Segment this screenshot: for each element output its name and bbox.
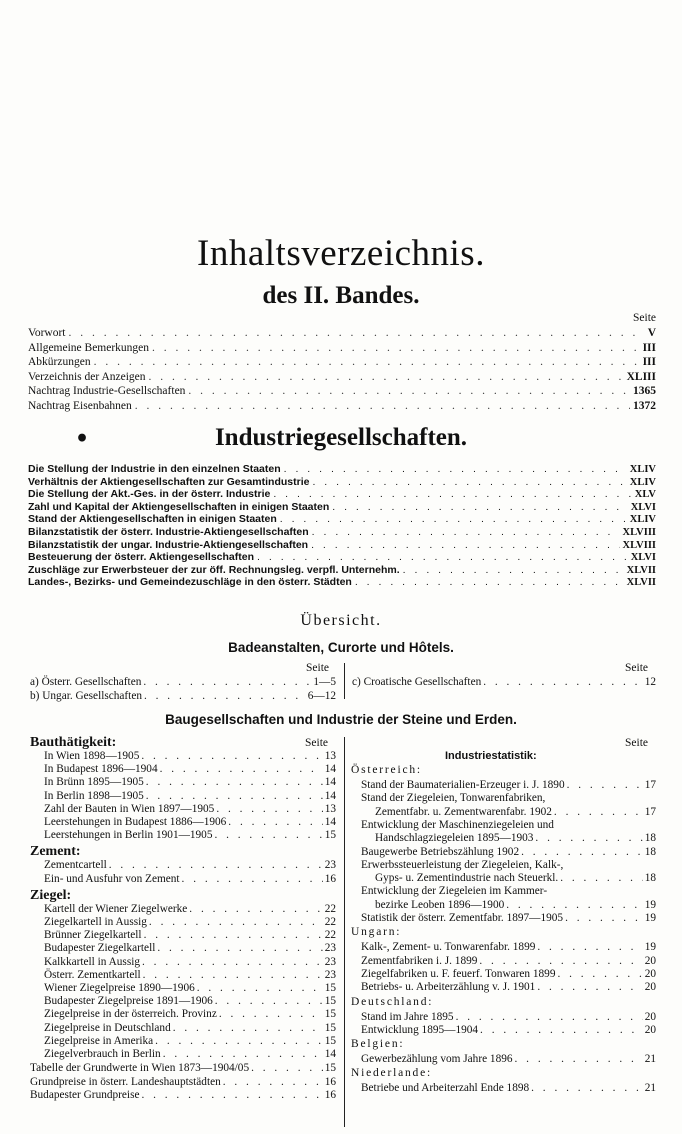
entry-label: bezirke Leoben 1896—1900: [375, 898, 505, 911]
entry-label: b) Ungar. Gesellschaften: [30, 690, 142, 702]
leader-dots: [143, 676, 311, 690]
entry-label: c) Croatische Gesellschaften: [352, 676, 482, 688]
entry-page: 6—12: [307, 690, 336, 702]
entry-label: Entwicklung der Maschinenziegeleien und: [361, 818, 554, 831]
country-heading: Belgien:: [351, 1038, 405, 1051]
industry-entry: [28, 501, 656, 514]
stat-entry: [361, 872, 656, 886]
bau-entry: [44, 942, 336, 956]
entry-page: V: [647, 327, 656, 339]
stat-entry: [361, 912, 656, 926]
bau-entry: [44, 995, 336, 1009]
bau-entry: [44, 776, 336, 790]
bau-entry: [44, 1035, 336, 1049]
leader-dots: [456, 1011, 643, 1025]
stat-entry: [361, 1024, 656, 1038]
entry-label: Nachtrag Industrie-Gesellschaften: [28, 385, 186, 398]
entry-page: 20: [644, 954, 656, 967]
stat-entry: [361, 846, 656, 860]
bau-entry: [44, 982, 336, 996]
industry-entry: [28, 463, 656, 476]
entry-page: 14: [324, 776, 336, 789]
bau-entry: [44, 873, 336, 887]
entry-label: Zementfabriken i. J. 1899: [361, 954, 478, 967]
stat-entry: [361, 1011, 656, 1025]
entry-label: Die Stellung der Industrie in den einzelnen Staaten: [28, 463, 281, 475]
toc-entry: [28, 341, 656, 355]
stat-entry: [361, 899, 656, 913]
bau-divider: [344, 737, 345, 1127]
leader-dots: [535, 832, 642, 846]
entry-page: III: [642, 341, 656, 354]
leader-dots: [480, 1024, 643, 1038]
entry-page: 15: [324, 1062, 336, 1075]
entry-label: Österr. Zementkartell: [44, 968, 141, 981]
entry-page: XLVI: [630, 501, 656, 513]
entry-page: XLIV: [629, 514, 656, 526]
leader-dots: [483, 676, 642, 690]
bau-entry: [44, 816, 336, 830]
page-title: Inhaltsverzeichnis.: [197, 233, 485, 274]
leader-dots: [144, 929, 323, 943]
entry-label: Stand der Aktiengesellschaften in einigen Staaten: [28, 513, 277, 526]
entry-label: Kalkkartell in Aussig: [44, 955, 141, 968]
leader-dots: [515, 1053, 643, 1067]
stat-entry: [361, 779, 656, 793]
leader-dots: [68, 326, 644, 340]
leader-dots: [163, 1048, 323, 1062]
leader-dots: [142, 956, 323, 970]
entry-page: 21: [644, 1053, 656, 1066]
entry-label: Zementfabr. u. Zementwarenfabr. 1902: [375, 805, 552, 818]
entry-page: 14: [324, 1048, 336, 1060]
entry-label: Kalk-, Zement- u. Tonwarenfabr. 1899: [361, 941, 536, 954]
stat-entry: [361, 1082, 656, 1096]
entry-page: 21: [644, 1082, 656, 1095]
entry-page: XLVI: [630, 552, 656, 564]
bau-seite-left: Seite: [305, 737, 328, 749]
leader-dots: [311, 539, 619, 552]
leader-dots: [197, 982, 323, 996]
entry-label: Bilanzstatistik der ungar. Industrie-Aktiengesellschaften: [28, 538, 309, 551]
industry-entry: [28, 513, 656, 526]
entry-label: In Budapest 1896—1904: [44, 763, 158, 776]
entry-label: Entwicklung 1895—1904: [361, 1023, 479, 1036]
entry-page: 13: [324, 750, 336, 762]
entry-page: 20: [644, 1010, 656, 1023]
leader-dots: [355, 576, 624, 589]
entry-page: 18: [644, 872, 656, 885]
entry-label: Besteuerung der österr. Aktiengesellschaften: [28, 551, 255, 564]
entry-page: 22: [324, 929, 336, 942]
toc-entry: [28, 399, 656, 413]
industriestatistik-title: Industriestatistik:: [445, 750, 537, 762]
entry-label: Erwerbssteuerleistung der Ziegeleien, Kalk-,: [361, 858, 564, 871]
bau-entry: [44, 1022, 336, 1036]
leader-dots: [146, 776, 323, 790]
bau-entry: [44, 916, 336, 930]
bau-entry: [44, 1008, 336, 1022]
entry-page: XLVIII: [622, 527, 656, 538]
bau-entry: [44, 829, 336, 843]
leader-dots: [537, 941, 642, 955]
entry-label: Handschlagziegeleien 1895—1903: [375, 832, 534, 845]
bau-entry: [30, 1076, 336, 1090]
entry-page: 15: [324, 1021, 336, 1034]
entry-page: 12: [644, 676, 656, 688]
entry-label: Budapester Grundpreise: [30, 1089, 140, 1102]
entry-label: Entwicklung der Ziegeleien im Kammer-: [361, 885, 548, 898]
entry-page: XLIV: [629, 464, 656, 475]
entry-page: 15: [324, 829, 336, 842]
bau-entry: [44, 903, 336, 917]
entry-label: Verhältnis der Aktiengesellschaften zur Gesamtindustrie: [28, 475, 310, 488]
bade-divider: [344, 663, 345, 699]
leader-dots: [94, 355, 640, 369]
entry-label: Stand im Jahre 1895: [361, 1010, 454, 1023]
entry-page: 22: [324, 916, 336, 928]
leader-dots: [560, 872, 642, 886]
leader-dots: [554, 806, 643, 820]
leader-dots: [273, 488, 631, 501]
entry-page: 15: [324, 982, 336, 994]
industry-entry: [28, 476, 656, 489]
stat-entry: [361, 819, 656, 833]
entry-page: 15: [324, 1008, 336, 1021]
bau-entry: [30, 1062, 336, 1076]
seite-label: Seite: [633, 312, 656, 324]
entry-page: 20: [644, 1023, 656, 1036]
bade-heading: Badeanstalten, Curorte und Hôtels.: [228, 640, 454, 655]
leader-dots: [284, 463, 627, 476]
entry-page: 19: [644, 912, 656, 924]
leader-dots: [479, 955, 642, 969]
entry-label: Ziegelkartell in Aussig: [44, 916, 147, 928]
entry-label: Kartell der Wiener Ziegelwerke: [44, 902, 188, 915]
entry-label: Nachtrag Eisenbahnen: [28, 400, 132, 412]
entry-label: Landes-, Bezirks- und Gemeindezuschläge in den österr. Städten: [28, 576, 352, 589]
bau-entry: [30, 1089, 336, 1103]
entry-page: 22: [324, 902, 336, 915]
entry-page: 13: [324, 802, 336, 815]
entry-label: Betriebe und Arbeiterzahl Ende 1898: [361, 1082, 530, 1095]
entry-label: Budapester Ziegelkartell: [44, 942, 156, 955]
industry-entry: [28, 564, 656, 577]
stat-entry: [361, 885, 656, 899]
entry-label: In Wien 1898—1905: [44, 750, 140, 762]
country-heading: Niederlande:: [351, 1067, 432, 1080]
entry-page: XLIV: [629, 476, 656, 488]
entry-page: 23: [324, 955, 336, 968]
leader-dots: [521, 846, 643, 860]
country-heading: Deutschland:: [351, 995, 434, 1008]
leader-dots: [257, 551, 628, 564]
stat-entry: [361, 806, 656, 820]
stat-entry: [361, 941, 656, 955]
toc-entry: [28, 370, 656, 384]
entry-page: 17: [644, 805, 656, 818]
leader-dots: [219, 1008, 323, 1022]
section-title: Industriegesellschaften.: [214, 424, 468, 451]
entry-label: Zuschläge zur Erwerbsteuer der zur öff. Rechnungsleg. verpfl. Unternehm.: [28, 563, 400, 576]
leader-dots: [155, 1035, 323, 1049]
leader-dots: [332, 501, 627, 514]
entry-page: 23: [324, 859, 336, 872]
entry-label: Gyps- u. Zementindustrie nach Steuerkl.: [375, 872, 559, 885]
leader-dots: [143, 969, 323, 983]
entry-page: 15: [324, 995, 336, 1008]
entry-page: 20: [644, 981, 656, 994]
entry-label: Ziegelverbrauch in Berlin: [44, 1048, 161, 1060]
leader-dots: [251, 1062, 323, 1076]
bade-entry: [30, 690, 336, 704]
entry-label: Stand der Baumaterialien-Erzeuger i. J. 1890: [361, 779, 565, 791]
entry-page: XLIII: [626, 370, 656, 383]
leader-dots: [109, 859, 323, 873]
stat-entry: [361, 1053, 656, 1067]
entry-label: Grundpreise in österr. Landeshauptstädten: [30, 1075, 221, 1088]
bade-seite-right: Seite: [625, 662, 648, 674]
leader-dots: [567, 779, 643, 793]
bade-seite-left: Seite: [306, 662, 329, 674]
industry-entry: [28, 576, 656, 589]
country-heading: Österreich:: [351, 764, 422, 776]
bade-entry: [30, 676, 336, 690]
entry-page: 14: [324, 816, 336, 828]
industry-entry: [28, 526, 656, 539]
leader-dots: [565, 912, 643, 926]
entry-label: In Berlin 1898—1905: [44, 789, 144, 802]
page-subtitle: des II. Bandes.: [262, 282, 420, 309]
bau-entry: [44, 1048, 336, 1062]
toc-entry: [28, 384, 656, 398]
entry-label: Statistik der österr. Zementfabr. 1897—1905: [361, 912, 564, 924]
bau-entry: [44, 929, 336, 943]
toc-entry: [28, 326, 656, 340]
entry-page: 14: [324, 789, 336, 802]
entry-label: Die Stellung der Akt.-Ges. in der österr. Industrie: [28, 488, 271, 501]
entry-page: 17: [644, 779, 656, 791]
leader-dots: [149, 370, 624, 384]
entry-label: Wiener Ziegelpreise 1890—1906: [44, 982, 195, 994]
leader-dots: [403, 564, 624, 577]
leader-dots: [144, 690, 306, 704]
group-title: Zement:: [30, 844, 81, 860]
section-bullet: •: [75, 426, 90, 452]
entry-label: Tabelle der Grundwerte in Wien 1873—1904/05: [30, 1062, 250, 1075]
entry-page: 1—5: [313, 676, 336, 688]
entry-label: Allgemeine Bemerkungen: [28, 341, 150, 354]
entry-page: 19: [644, 898, 656, 911]
leader-dots: [152, 341, 640, 355]
bau-entry: [44, 859, 336, 873]
entry-label: Betriebs- u. Arbeiterzählung v. J. 1901: [361, 981, 536, 994]
leader-dots: [146, 790, 323, 804]
entry-label: Zahl der Bauten in Wien 1897—1905: [44, 802, 215, 815]
bau-entry: [44, 803, 336, 817]
entry-label: Ziegelpreise in Amerika: [44, 1034, 154, 1047]
uebersicht-heading: Übersicht.: [300, 612, 382, 629]
entry-page: XLV: [634, 489, 656, 501]
toc-entry: [28, 355, 656, 369]
bau-entry: [44, 969, 336, 983]
entry-page: XLVII: [626, 564, 656, 576]
entry-label: Vorwort: [28, 327, 66, 339]
leader-dots: [149, 916, 323, 930]
leader-dots: [182, 873, 323, 887]
leader-dots: [312, 526, 620, 539]
entry-label: Leerstehungen in Berlin 1901—1905: [44, 829, 213, 842]
group-title: Bauthätigkeit:: [30, 735, 117, 750]
entry-label: In Brünn 1895—1905: [44, 776, 144, 789]
leader-dots: [506, 899, 642, 913]
leader-dots: [160, 763, 323, 777]
stat-entry: [361, 859, 656, 873]
leader-dots: [188, 384, 630, 398]
leader-dots: [214, 829, 322, 843]
leader-dots: [280, 513, 627, 526]
bau-entry: [44, 750, 336, 764]
entry-label: Baugewerbe Betriebszählung 1902: [361, 845, 520, 858]
stat-entry: [361, 968, 656, 982]
entry-label: Brünner Ziegelkartell: [44, 929, 142, 942]
stat-entry: [361, 832, 656, 846]
leader-dots: [228, 816, 322, 830]
entry-label: Leerstehungen in Budapest 1886—1906: [44, 816, 227, 828]
leader-dots: [312, 476, 626, 489]
entry-label: Gewerbezählung vom Jahre 1896: [361, 1053, 513, 1066]
industry-entry: [28, 539, 656, 552]
entry-page: 18: [644, 845, 656, 858]
entry-page: 14: [324, 763, 336, 776]
entry-label: Abkürzungen: [28, 356, 91, 369]
entry-page: III: [642, 356, 656, 369]
country-heading: Ungarn:: [351, 926, 402, 939]
bau-entry: [44, 763, 336, 777]
leader-dots: [141, 750, 322, 764]
industry-entry: [28, 551, 656, 564]
leader-dots: [215, 995, 323, 1009]
bau-seite-right: Seite: [625, 737, 648, 749]
bade-entry: [352, 676, 656, 690]
leader-dots: [141, 1089, 322, 1103]
entry-page: 23: [324, 968, 336, 981]
entry-label: Ein- und Ausfuhr von Zement: [44, 872, 180, 885]
entry-label: Bilanzstatistik der österr. Industrie-Aktiengesellschaften: [28, 526, 309, 538]
entry-page: 18: [644, 832, 656, 845]
entry-page: 15: [324, 1034, 336, 1047]
entry-label: Stand der Ziegeleien, Tonwarenfabriken,: [361, 792, 546, 805]
leader-dots: [557, 968, 642, 982]
leader-dots: [157, 942, 322, 956]
entry-page: 23: [324, 942, 336, 955]
entry-page: 1372: [633, 400, 656, 412]
entry-label: Ziegelfabriken u. F. feuerf. Tonwaren 1899: [361, 967, 556, 980]
leader-dots: [537, 981, 642, 995]
bau-heading: Baugesellschaften und Industrie der Steine und Erden.: [165, 712, 517, 727]
bau-entry: [44, 790, 336, 804]
stat-entry: [361, 981, 656, 995]
entry-page: 16: [324, 1089, 336, 1102]
entry-label: a) Österr. Gesellschaften: [30, 676, 142, 688]
stat-entry: [361, 955, 656, 969]
entry-page: 16: [324, 1075, 336, 1088]
bau-entry: [44, 956, 336, 970]
entry-page: 1365: [633, 385, 656, 398]
entry-page: 19: [644, 941, 656, 954]
entry-label: Ziegelpreise in Deutschland: [44, 1021, 171, 1034]
entry-label: Ziegelpreise in der österreich. Provinz: [44, 1008, 217, 1021]
entry-page: 16: [324, 872, 336, 885]
stat-entry: [361, 792, 656, 806]
leader-dots: [216, 803, 322, 817]
group-title: Ziegel:: [30, 887, 72, 903]
industry-entry: [28, 488, 656, 501]
leader-dots: [531, 1082, 643, 1096]
entry-page: XLVII: [626, 577, 656, 589]
entry-label: Zementcartell: [44, 859, 107, 872]
leader-dots: [173, 1022, 323, 1036]
entry-page: 20: [644, 967, 656, 980]
leader-dots: [135, 399, 630, 413]
entry-page: XLVIII: [622, 539, 656, 551]
entry-label: Zahl und Kapital der Aktiengesellschaften in einigen Staaten: [28, 500, 330, 513]
leader-dots: [223, 1076, 323, 1090]
leader-dots: [189, 903, 322, 917]
entry-label: Verzeichnis der Anzeigen: [28, 370, 146, 383]
entry-label: Budapester Ziegelpreise 1891—1906: [44, 995, 213, 1008]
